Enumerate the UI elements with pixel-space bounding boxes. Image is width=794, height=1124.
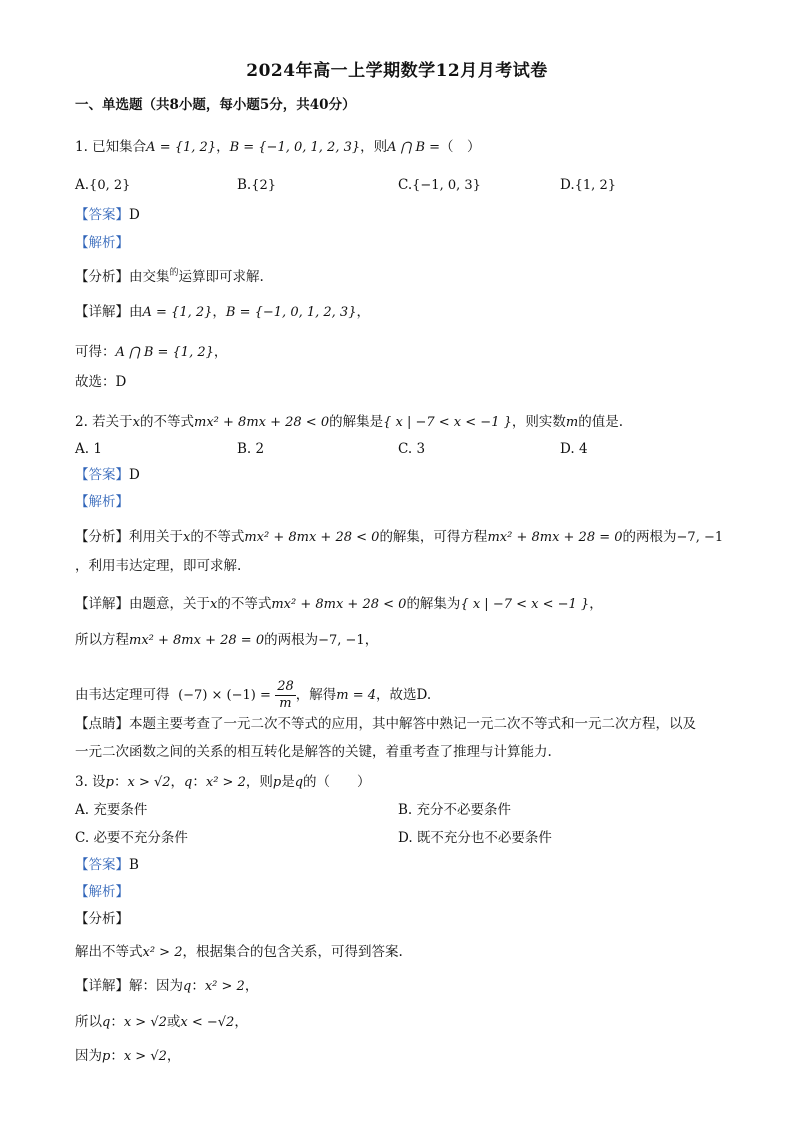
q3-option-d: D. 既不充分也不必要条件 (398, 830, 552, 846)
q3-stem: 3. 设p：x > √2，q：x² > 2，则p是q的（ ） (75, 774, 371, 790)
q1-result: 可得：A ⋂ B = {1, 2}， (75, 344, 228, 360)
q2-option-a: A. 1 (75, 441, 102, 457)
page-title: 2024年高一上学期数学12月月考试卷 (246, 61, 548, 81)
q3-answer: 【答案】B (75, 857, 139, 873)
q3-detail: 【详解】解：因为q：x² > 2， (75, 978, 259, 994)
q2-option-b: B. 2 (237, 441, 265, 457)
q1-analysis-label: 【解析】 (75, 235, 129, 251)
q2-answer: 【答案】D (75, 467, 140, 483)
q2-stem: 2. 若关于x的不等式mx² + 8mx + 28 < 0的解集是{ x | −7 < x < −1 }，则实数m的值是. (75, 414, 623, 430)
q2-comment: 【点睛】本题主要考查了一元二次不等式的应用，其中解答中熟记一元二次不等式和一元二次方程，以及 (75, 716, 696, 732)
q1-detail: 【详解】由A = {1, 2}，B = {−1, 0, 1, 2, 3}， (75, 304, 370, 320)
q1-option-a: A.{0, 2} (75, 177, 131, 193)
q3-fenxi-label: 【分析】 (75, 911, 129, 927)
q2-detail: 【详解】由题意，关于x的不等式mx² + 8mx + 28 < 0的解集为{ x | −7 < x < −1 }， (75, 596, 603, 612)
q1-option-c: C.{−1, 0, 3} (398, 177, 481, 193)
q2-detail-line3: 由韦达定理可得 (−7) × (−1) = $\frac{28}{m}$ ，解得m = 4，故选D. (75, 679, 432, 711)
q3-analysis-label: 【解析】 (75, 884, 129, 900)
q3-option-c: C. 必要不充分条件 (75, 830, 188, 846)
vieta-fraction: $\frac{28}{m}$ (277, 679, 294, 711)
q3-detail-line3: 因为p：x > √2， (75, 1048, 181, 1064)
q1-fenxi: 【分析】由交集$^的$运算即可求解. (75, 268, 264, 285)
q2-option-d: D. 4 (560, 441, 588, 457)
q1-answer: 【答案】D (75, 207, 140, 223)
q3-option-a: A. 充要条件 (75, 802, 148, 818)
q1-conclusion: 故选：D (75, 374, 127, 390)
q3-detail-line2: 所以q：x > √2或x < −√2， (75, 1014, 248, 1030)
q2-detail-line2: 所以方程mx² + 8mx + 28 = 0的两根为−7, −1， (75, 632, 379, 648)
q1-option-d: D.{1, 2} (560, 177, 616, 193)
q2-fenxi: 【分析】利用关于x的不等式mx² + 8mx + 28 < 0的解集，可得方程mx² + 8mx + 28 = 0的两根为−7, −1 (75, 529, 724, 545)
q2-option-c: C. 3 (398, 441, 426, 457)
q2-analysis-label: 【解析】 (75, 494, 129, 510)
q3-fenxi: 解出不等式x² > 2，根据集合的包含关系，可得到答案. (75, 944, 403, 960)
q2-fenxi-cont: ，利用韦达定理，即可求解. (75, 558, 242, 574)
q2-comment-cont: 一元二次函数之间的关系的相互转化是解答的关键，着重考查了推理与计算能力. (75, 744, 552, 760)
q1-option-b: B.{2} (237, 177, 277, 193)
q1-stem: 1. 已知集合A = {1, 2}，B = {−1, 0, 1, 2, 3}，则A ⋂ B =（ ） (75, 139, 481, 155)
section-heading: 一、单选题（共8小题，每小题5分，共40分） (75, 97, 356, 113)
q3-option-b: B. 充分不必要条件 (398, 802, 512, 818)
